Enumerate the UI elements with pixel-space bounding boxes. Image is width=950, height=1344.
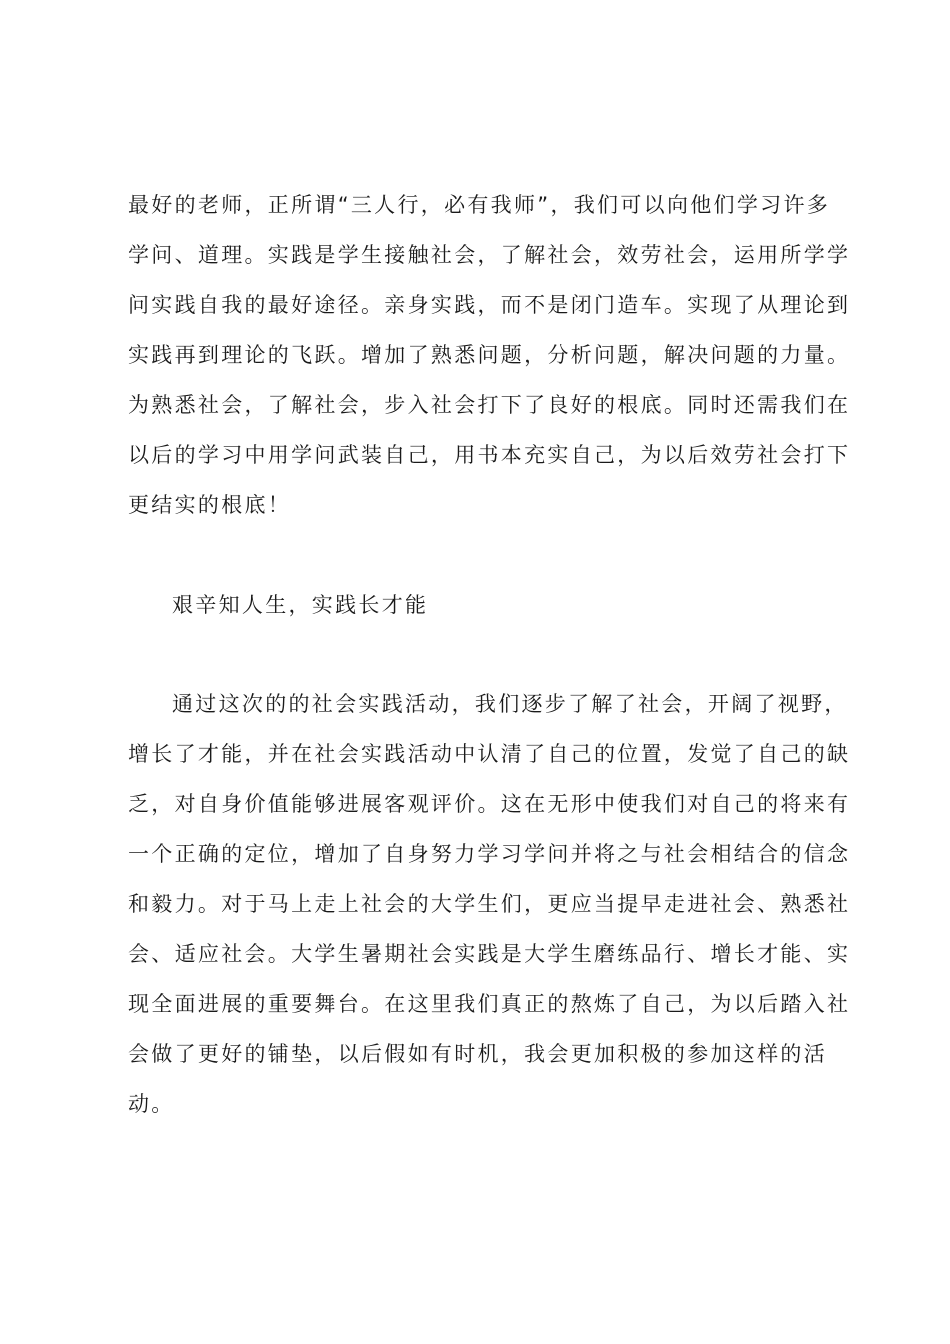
paragraph-2-line-6: 会、适应社会。大学生暑期社会实践是大学生磨练品行、增长才能、实 bbox=[128, 942, 851, 966]
paragraph-2-line-4: 一个正确的定位，增加了自身努力学习学问并将之与社会相结合的信念 bbox=[128, 842, 851, 866]
paragraph-1-line-6: 以后的学习中用学问武装自己，用书本充实自己，为以后效劳社会打下 bbox=[128, 443, 851, 467]
paragraph-2-line-1: 通过这次的的社会实践活动，我们逐步了解了社会，开阔了视野， bbox=[172, 692, 848, 716]
paragraph-1-line-5: 为熟悉社会，了解社会，步入社会打下了良好的根底。同时还需我们在 bbox=[128, 393, 851, 417]
paragraph-1-line-1: 最好的老师，正所谓“三人行，必有我师”，我们可以向他们学习许多 bbox=[128, 193, 831, 217]
paragraph-1-line-2: 学问、道理。实践是学生接触社会，了解社会，效劳社会，运用所学学 bbox=[128, 243, 851, 267]
section-heading: 艰辛知人生，实践长才能 bbox=[172, 593, 429, 617]
paragraph-2-line-8: 会做了更好的铺垫，以后假如有时机，我会更加积极的参加这样的活 bbox=[128, 1042, 827, 1066]
paragraph-2-line-2: 增长了才能，并在社会实践活动中认清了自己的位置，发觉了自己的缺 bbox=[128, 742, 851, 766]
paragraph-1-line-3: 问实践自我的最好途径。亲身实践，而不是闭门造车。实现了从理论到 bbox=[128, 293, 851, 317]
paragraph-1-line-7: 更结实的根底！ bbox=[128, 493, 292, 517]
paragraph-2-line-3: 乏，对自身价值能够进展客观评价。这在无形中使我们对自己的将来有 bbox=[128, 792, 851, 816]
paragraph-2-line-5: 和毅力。对于马上走上社会的大学生们，更应当提早走进社会、熟悉社 bbox=[128, 892, 851, 916]
paragraph-2-line-7: 现全面进展的重要舞台。在这里我们真正的熬炼了自己，为以后踏入社 bbox=[128, 992, 851, 1016]
paragraph-1-line-4: 实践再到理论的飞跃。增加了熟悉问题，分析问题，解决问题的力量。 bbox=[128, 343, 851, 367]
paragraph-2-line-9: 动。 bbox=[128, 1092, 175, 1116]
